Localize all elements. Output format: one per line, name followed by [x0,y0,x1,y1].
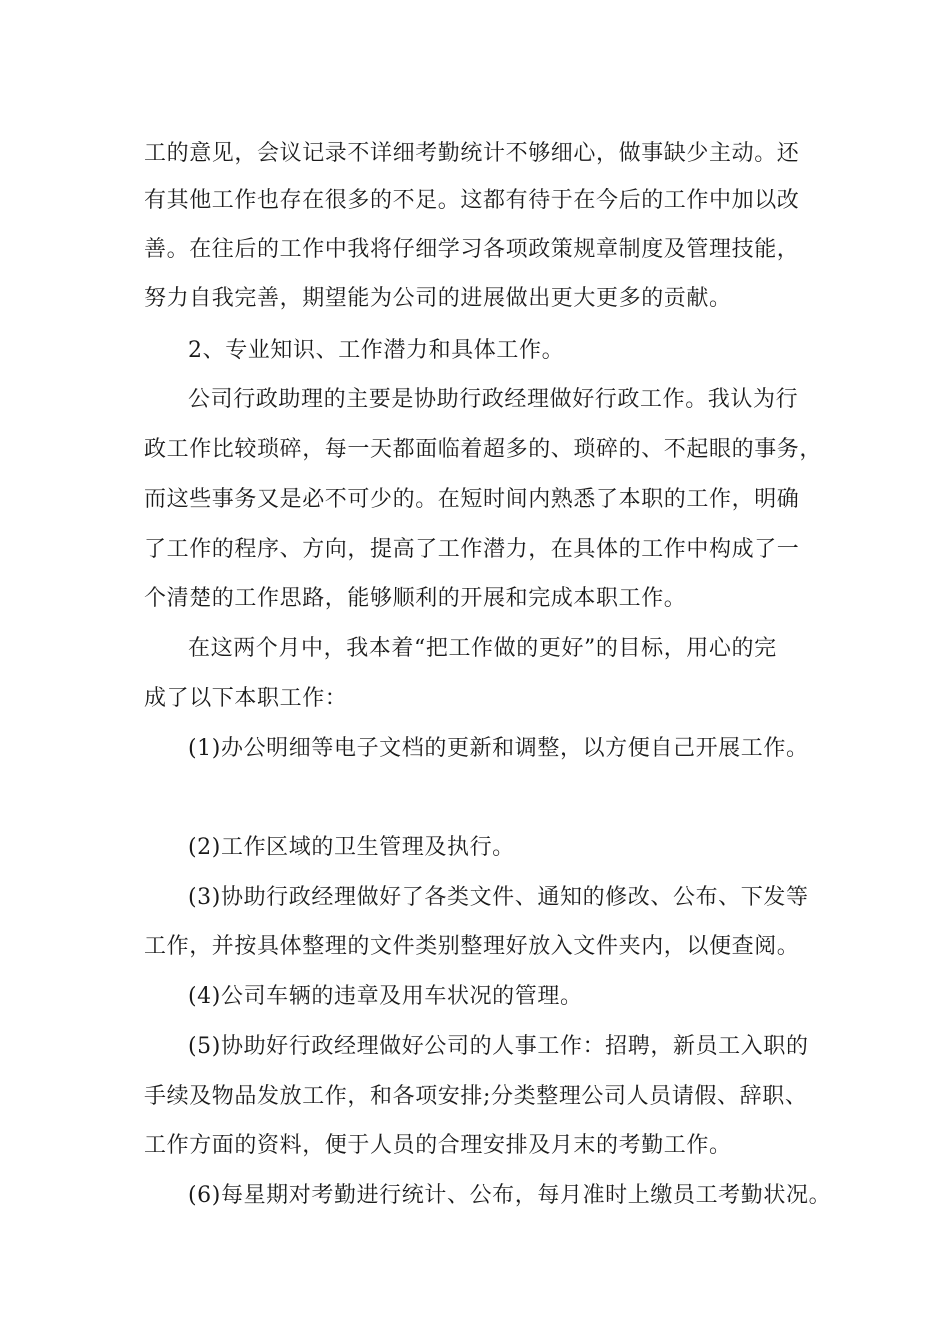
paragraph-line: 有其他工作也存在很多的不足。这都有待于在今后的工作中加以改 [144,188,800,213]
list-item: (4)公司车辆的违章及用车状况的管理。 [188,984,583,1009]
list-item: (5)协助好行政经理做好公司的人事工作：招聘，新员工入职的 [188,1034,809,1059]
list-item-continuation: 工作，并按具体整理的文件类别整理好放入文件夹内，以便查阅。 [144,934,800,959]
list-item: (6)每星期对考勤进行统计、公布，每月准时上缴员工考勤状况。 [188,1183,832,1208]
section-heading: 2、专业知识、工作潜力和具体工作。 [188,338,565,363]
paragraph-line: 工的意见，会议记录不详细考勤统计不够细心，做事缺少主动。还 [144,141,800,166]
paragraph-line: 政工作比较琐碎，每一天都面临着超多的、琐碎的、不起眼的事务， [144,437,823,462]
list-item-continuation: 工作方面的资料，便于人员的合理安排及月末的考勤工作。 [144,1133,732,1158]
paragraph-line: 个清楚的工作思路，能够顺利的开展和完成本职工作。 [144,586,687,611]
paragraph-line: 成了以下本职工作： [144,686,348,711]
paragraph-line: 了工作的程序、方向，提高了工作潜力，在具体的工作中构成了一 [144,537,800,562]
paragraph-line: 善。在往后的工作中我将仔细学习各项政策规章制度及管理技能， [144,237,800,262]
paragraph-line: 而这些事务又是必不可少的。在短时间内熟悉了本职的工作，明确 [144,487,800,512]
list-item: (1)办公明细等电子文档的更新和调整，以方便自己开展工作。 [188,736,809,761]
list-item: (3)协助行政经理做好了各类文件、通知的修改、公布、下发等 [188,885,809,910]
list-item: (2)工作区域的卫生管理及执行。 [188,835,515,860]
paragraph-line: 努力自我完善，期望能为公司的进展做出更大更多的贡献。 [144,286,732,311]
paragraph-line: 在这两个月中，我本着“把工作做的更好”的目标，用心的完 [188,636,777,661]
list-item-continuation: 手续及物品发放工作，和各项安排;分类整理公司人员请假、辞职、 [144,1084,808,1109]
paragraph-line: 公司行政助理的主要是协助行政经理做好行政工作。我认为行 [188,387,799,412]
